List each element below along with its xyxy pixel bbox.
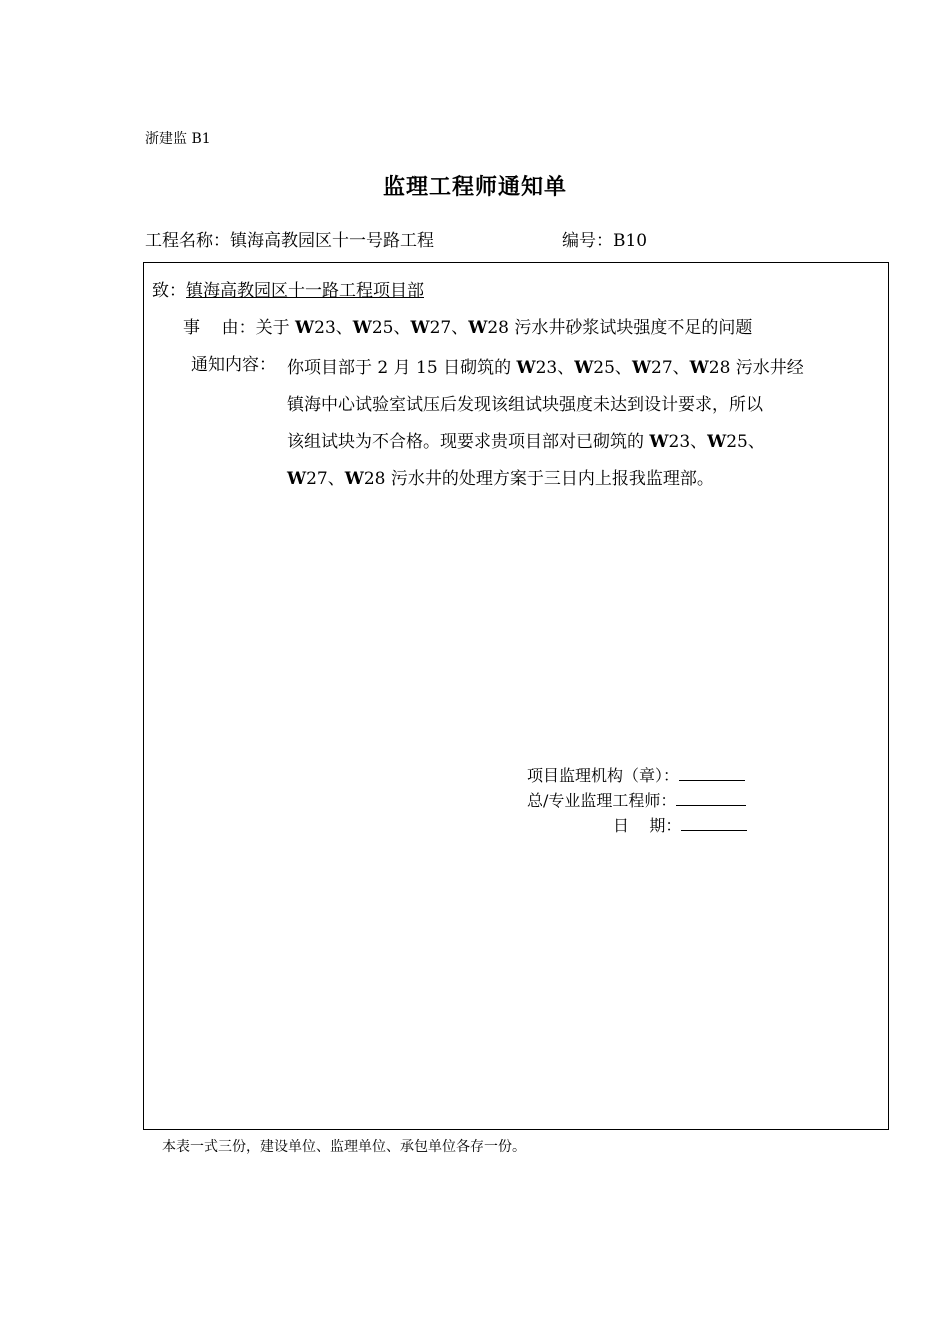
project-name-label: 工程名称： — [145, 231, 230, 251]
content-line-3: 该组试块为不合格。现要求贵项目部对已砌筑的 W23、W25、 — [287, 432, 765, 452]
engineer-signature: 总/专业监理工程师： — [527, 788, 746, 811]
engineer-signature-blank — [676, 791, 746, 806]
supervision-org-signature: 项目监理机构（章）： — [527, 763, 745, 786]
document-title: 监理工程师通知单 — [382, 175, 567, 200]
org-signature-blank — [679, 766, 745, 781]
content-label: 通知内容： — [191, 355, 276, 375]
document-number-value: B10 — [613, 231, 648, 251]
subject-line: 事 由：关于 W23、W25、W27、W28 污水井砂浆试块强度不足的问题 — [183, 318, 753, 338]
content-line-4: W27、W28 污水井的处理方案于三日内上报我监理部。 — [287, 469, 714, 489]
subject-label: 事 由： — [183, 318, 256, 338]
footer-note: 本表一式三份，建设单位、监理单位、承包单位各存一份。 — [162, 1139, 526, 1155]
recipient-line — [152, 276, 424, 301]
recipient-value: 镇海高教园区十一路工程项目部 — [186, 281, 424, 301]
content-line-1: 你项目部于 2 月 15 日砌筑的 W23、W25、W27、W28 污水井经 — [287, 358, 804, 378]
form-code: 浙建监 B1 — [145, 131, 211, 147]
content-line-2: 镇海中心试验室试压后发现该组试块强度未达到设计要求，所以 — [287, 395, 763, 415]
document-number-line — [562, 226, 647, 251]
document-number-label: 编号： — [562, 231, 613, 251]
recipient-label: 致： — [152, 281, 186, 301]
project-name-value: 镇海高教园区十一号路工程 — [230, 231, 434, 251]
date-blank — [681, 816, 747, 831]
date-signature: 日 期： — [613, 813, 747, 836]
project-name-line — [145, 226, 434, 251]
content-body — [287, 350, 832, 498]
